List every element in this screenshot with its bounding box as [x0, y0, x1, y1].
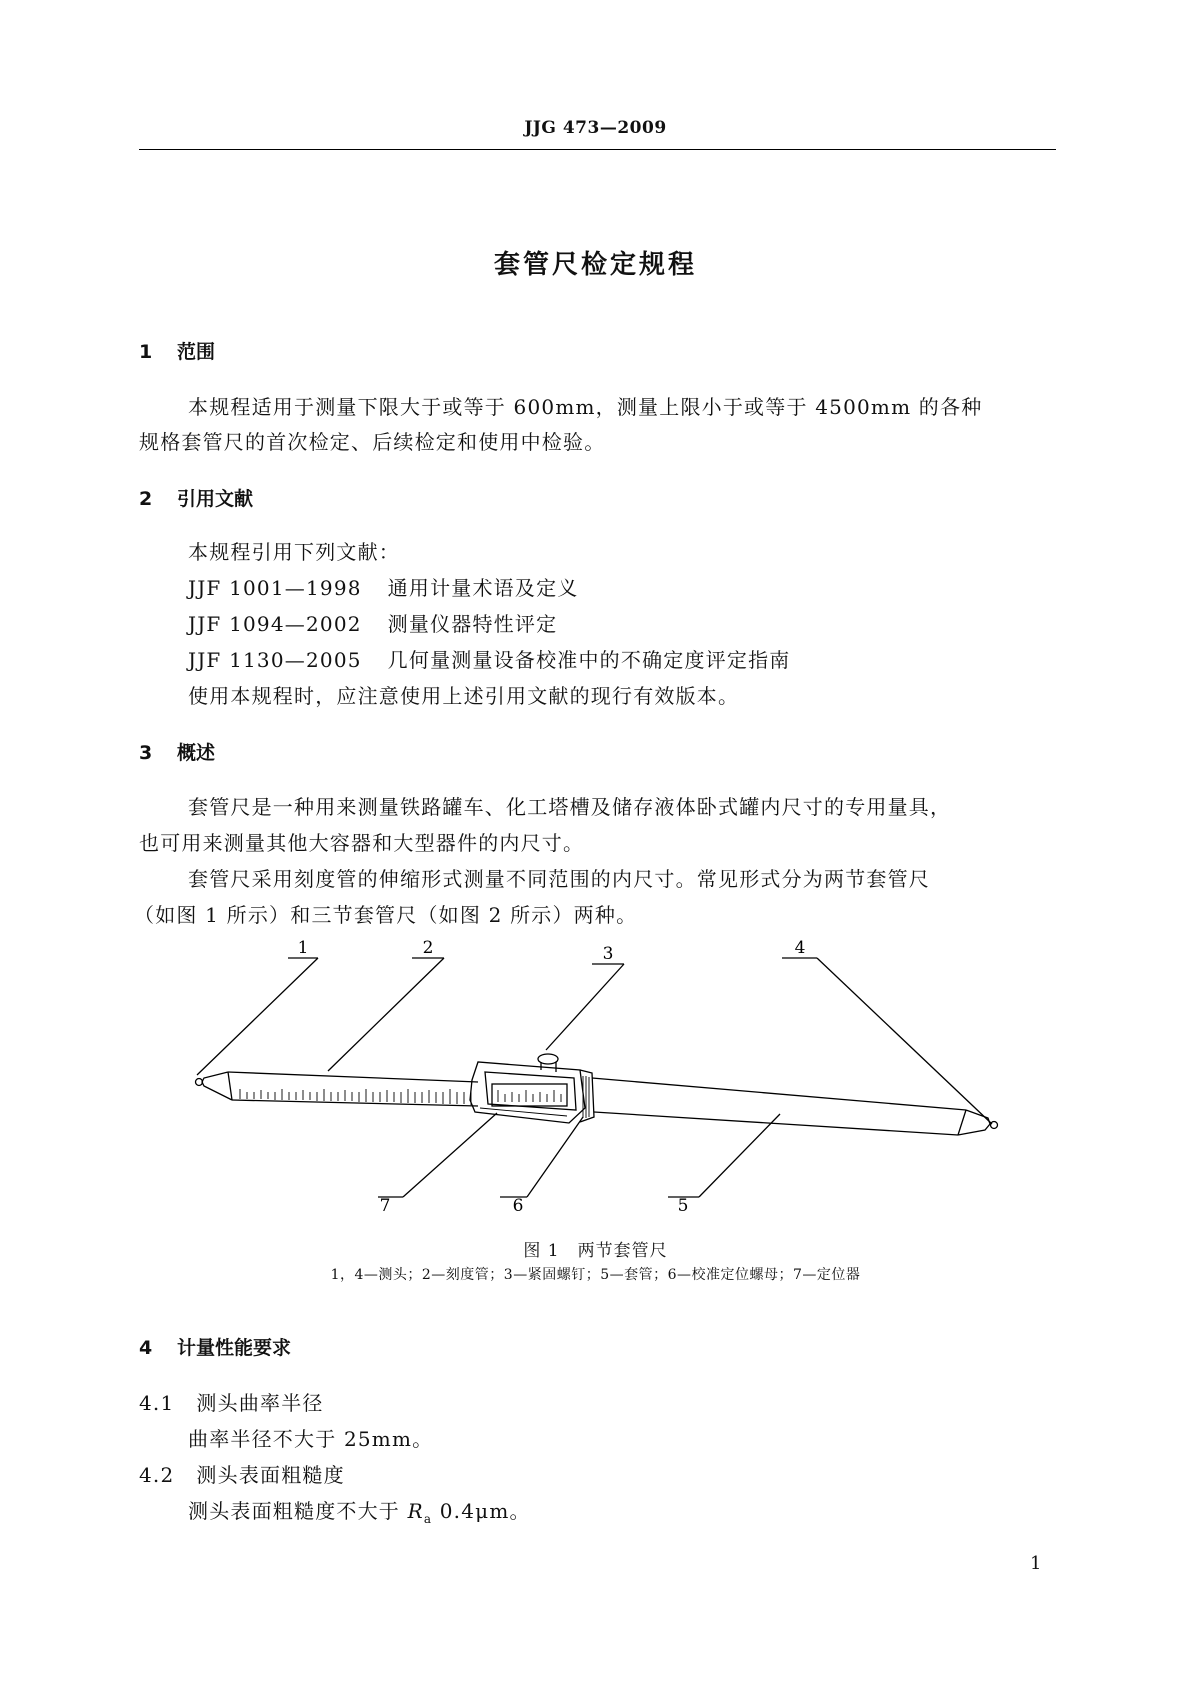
subsection-4-2-heading	[139, 1459, 345, 1488]
figure-caption	[0, 1236, 1191, 1261]
subsection-title: 测头表面粗糙度	[196, 1463, 345, 1487]
section-title: 计量性能要求	[177, 1337, 292, 1359]
section-number: 4	[139, 1337, 153, 1359]
figure-caption-title: 两节套管尺	[577, 1241, 668, 1261]
figure-caption-number: 图 1	[523, 1241, 560, 1261]
reference-name: 测量仪器特性评定	[387, 612, 558, 636]
reference-name: 通用计量术语及定义	[387, 576, 579, 600]
document-code-header: JJG 473—2009	[524, 118, 667, 138]
section-3-heading	[139, 738, 215, 765]
figure-1-drawing	[0, 940, 1191, 1230]
reference-item	[188, 608, 557, 637]
figure-label: 7	[379, 1196, 391, 1216]
subsection-4-2-text	[188, 1495, 531, 1526]
section-1-paragraph-line2: 规格套管尺的首次检定、后续检定和使用中检验。	[139, 430, 606, 454]
figure-legend: 1，4—测头；2—刻度管；3—紧固螺钉；5—套管；6—校准定位螺母；7—定位器	[330, 1267, 861, 1283]
section-3-paragraph1-line1: 套管尺是一种用来测量铁路罐车、化工塔槽及储存液体卧式罐内尺寸的专用量具，	[188, 795, 952, 819]
subsection-title: 测头曲率半径	[196, 1391, 324, 1415]
roughness-symbol: R	[407, 1499, 424, 1523]
figure-label: 4	[794, 940, 806, 958]
section-number: 1	[139, 341, 153, 363]
roughness-text: 测头表面粗糙度不大于	[188, 1499, 408, 1523]
subsection-number: 4.2	[139, 1463, 175, 1487]
figure-label: 2	[422, 940, 434, 958]
section-1-heading	[139, 337, 215, 364]
header-rule	[139, 149, 1056, 150]
figure-label: 5	[677, 1196, 689, 1216]
document-title: 套管尺检定规程	[493, 250, 697, 280]
figure-label: 3	[602, 944, 614, 964]
reference-name: 几何量测量设备校准中的不确定度评定指南	[387, 648, 791, 672]
section-3-paragraph2-line1: 套管尺采用刻度管的伸缩形式测量不同范围的内尺寸。常见形式分为两节套管尺	[188, 867, 930, 891]
subsection-number: 4.1	[139, 1391, 175, 1415]
section-3-paragraph1-line2: 也可用来测量其他大容器和大型器件的内尺寸。	[139, 831, 585, 855]
figure-label: 1	[297, 940, 309, 958]
roughness-subscript: a	[423, 1512, 433, 1526]
subsection-4-1-text: 曲率半径不大于 25mm。	[188, 1427, 434, 1451]
section-title: 范围	[177, 341, 216, 363]
section-title: 概述	[177, 742, 216, 764]
section-3-paragraph2-line2: （如图 1 所示）和三节套管尺（如图 2 所示）两种。	[134, 903, 638, 927]
roughness-value: 0.4μm。	[432, 1499, 531, 1523]
reference-item	[188, 572, 578, 601]
page-number: 1	[1030, 1553, 1042, 1574]
references-intro: 本规程引用下列文献：	[188, 540, 400, 564]
section-number: 3	[139, 742, 153, 764]
section-2-heading	[139, 484, 253, 511]
reference-code: JJF 1001—1998	[188, 576, 362, 600]
reference-code: JJF 1094—2002	[188, 612, 362, 636]
figure-label: 6	[512, 1196, 524, 1216]
references-note: 使用本规程时，应注意使用上述引用文献的现行有效版本。	[188, 684, 740, 708]
section-1-paragraph-line1: 本规程适用于测量下限大于或等于 600mm，测量上限小于或等于 4500mm 的各种	[188, 395, 983, 419]
section-number: 2	[139, 488, 153, 510]
section-4-heading	[139, 1333, 291, 1360]
reference-code: JJF 1130—2005	[188, 648, 362, 672]
section-title: 引用文献	[177, 488, 254, 510]
subsection-4-1-heading	[139, 1387, 324, 1416]
reference-item	[188, 644, 790, 673]
